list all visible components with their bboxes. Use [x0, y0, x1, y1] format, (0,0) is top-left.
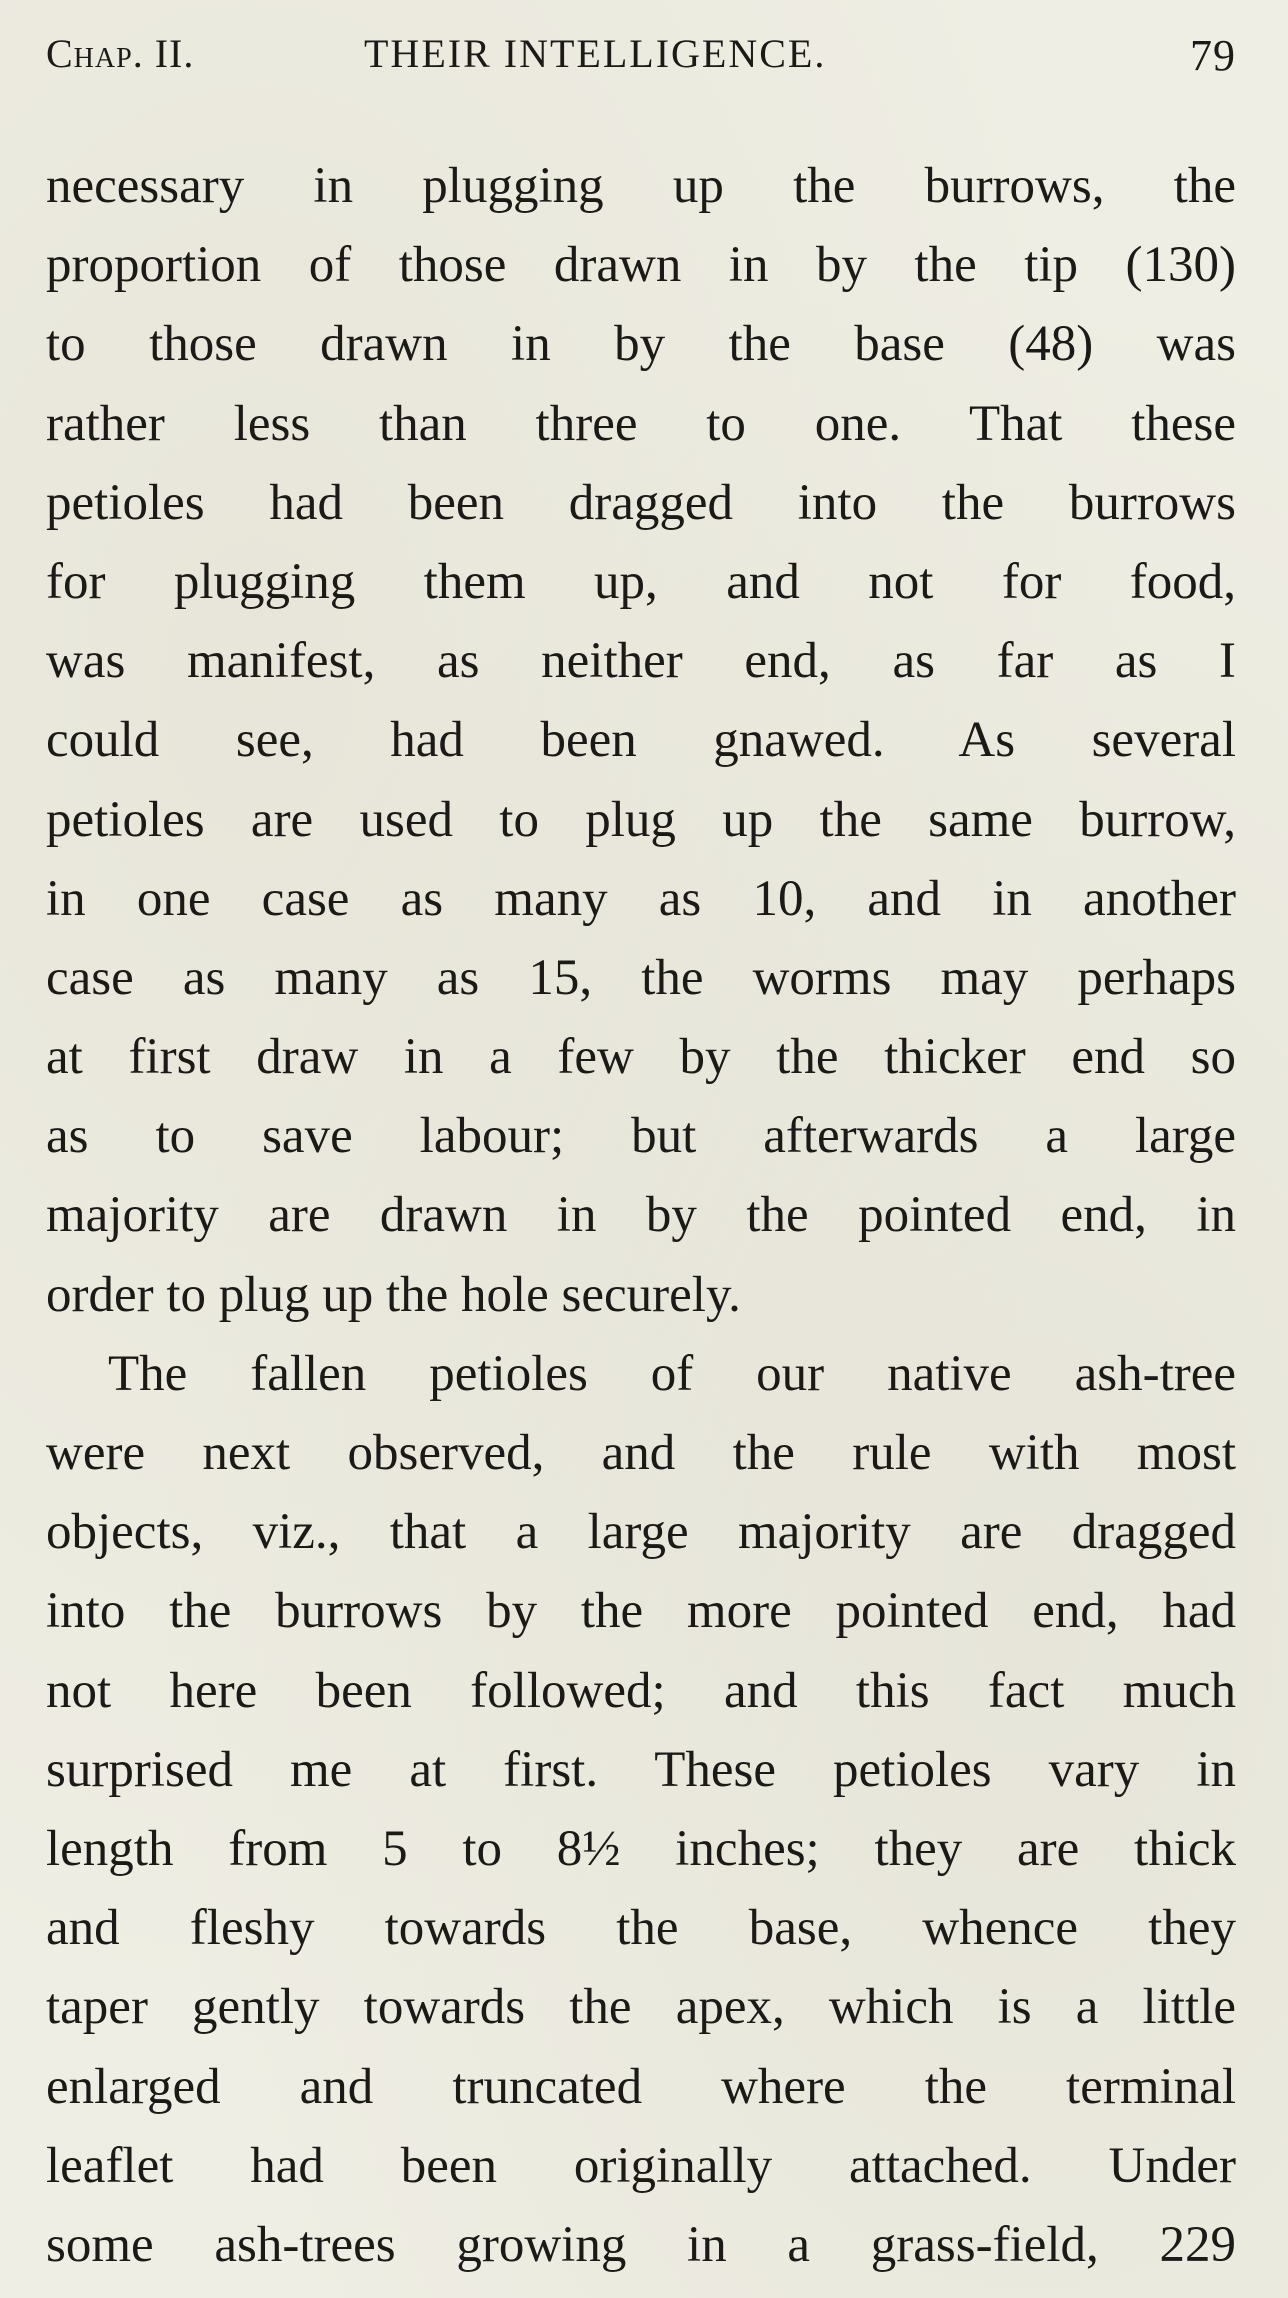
text-line: proportion of those drawn in by the tip (130)	[46, 237, 1236, 294]
text-line: not here been followed; and this fact much	[46, 1662, 1236, 1719]
chapter-label: Chap. II.	[46, 31, 195, 76]
text-line: as to save labour; but afterwards a large	[46, 1108, 1236, 1165]
text-line: petioles had been dragged into the burrows	[46, 474, 1236, 531]
page-number: 79	[1190, 31, 1236, 80]
text-line: could see, had been gnawed. As several	[46, 712, 1236, 769]
text-line: enlarged and truncated where the terminal	[46, 2058, 1236, 2115]
text-line: petioles are used to plug up the same burrow,	[46, 791, 1236, 848]
text-line: some ash-trees growing in a grass-field, 229	[46, 2216, 1236, 2273]
text-line: for plugging them up, and not for food,	[46, 553, 1236, 610]
paragraph-first-line: The fallen petioles of our native ash-tree	[108, 1345, 1236, 1402]
text-line: in one case as many as 10, and in another	[46, 870, 1236, 927]
text-line: at first draw in a few by the thicker end so	[46, 1029, 1236, 1086]
text-line: and fleshy towards the base, whence they	[46, 1900, 1236, 1957]
text-line: to those drawn in by the base (48) was	[46, 316, 1236, 373]
text-line: was manifest, as neither end, as far as I	[46, 633, 1236, 690]
running-head	[46, 30, 1236, 86]
text-line: objects, viz., that a large majority are dragged	[46, 1504, 1236, 1561]
running-title: THEIR INTELLIGENCE.	[364, 31, 827, 76]
text-line: rather less than three to one. That these	[46, 395, 1236, 452]
text-line: length from 5 to 8½ inches; they are thick	[46, 1820, 1236, 1877]
text-line: leaflet had been originally attached. Under	[46, 2137, 1236, 2194]
text-line: taper gently towards the apex, which is a little	[46, 1979, 1236, 2036]
text-line: majority are drawn in by the pointed end, in	[46, 1187, 1236, 1244]
text-line: were next observed, and the rule with most	[46, 1425, 1236, 1481]
text-line: necessary in plugging up the burrows, the	[46, 158, 1236, 214]
text-line: case as many as 15, the worms may perhaps	[46, 949, 1236, 1006]
text-line: into the burrows by the more pointed end, had	[46, 1583, 1236, 1640]
paragraph-last-line: order to plug up the hole securely.	[46, 1266, 741, 1323]
text-line: surprised me at first. These petioles vary in	[46, 1741, 1236, 1798]
body-text	[46, 147, 1236, 2285]
